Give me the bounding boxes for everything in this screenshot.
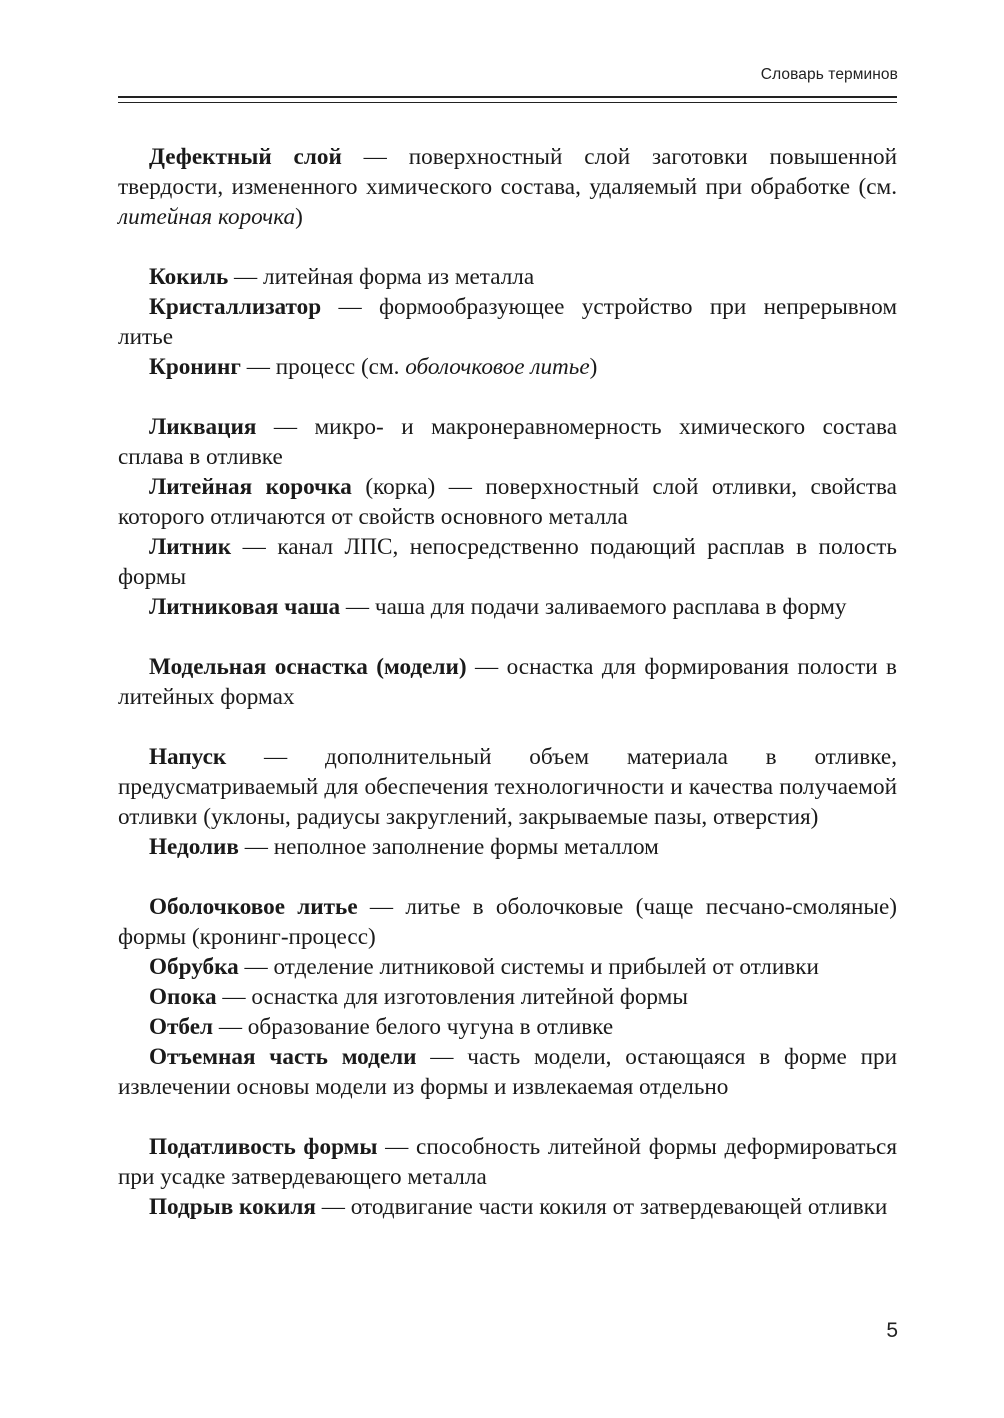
glossary-term: Литниковая чаша [149, 594, 341, 620]
glossary-group-p [118, 1132, 897, 1222]
glossary-term: Обрубка [149, 954, 239, 980]
glossary-term: Оболочковое литье [149, 894, 358, 920]
glossary-body [118, 142, 897, 1222]
glossary-definition: — способность литейной формы деформироваться при усадке затвердевающего металла [118, 1134, 897, 1190]
glossary-entry [118, 472, 897, 532]
glossary-definition: — поверхностный слой заготовки повышенной твердости, измененного химического состава, удаляемый при обработке (см. [118, 144, 897, 200]
glossary-entry [118, 832, 897, 862]
glossary-term: Кристаллизатор [149, 294, 322, 320]
running-title: Словарь терминов [760, 66, 898, 83]
glossary-definition: (корка) — поверхностный слой отливки, свойства которого отличаются от свойств основного металла [118, 474, 897, 530]
glossary-definition: — формообразующее устройство при непрерывном литье [118, 294, 897, 350]
glossary-definition: — неполное заполнение формы металлом [238, 834, 659, 860]
cross-reference: оболочковое литье [405, 354, 590, 380]
page-number: 5 [886, 1319, 898, 1342]
glossary-term: Податливость формы [149, 1134, 378, 1160]
glossary-entry [118, 1042, 897, 1102]
glossary-group-d [118, 142, 897, 232]
glossary-entry [118, 892, 897, 952]
glossary-definition: — отделение литниковой системы и прибылей от отливки [238, 954, 819, 980]
glossary-term: Кокиль [149, 264, 229, 290]
glossary-group-n [118, 742, 897, 862]
glossary-term: Отъемная часть модели [149, 1044, 417, 1070]
glossary-definition: — отодвигание части кокиля от затвердевающей отливки [315, 1194, 888, 1220]
glossary-entry [118, 1012, 897, 1042]
glossary-term: Отбел [149, 1014, 214, 1040]
glossary-definition: — оснастка для изготовления литейной формы [216, 984, 688, 1010]
glossary-definition: — канал ЛПС, непосредственно подающий расплав в полость формы [118, 534, 897, 590]
glossary-group-o [118, 892, 897, 1102]
glossary-group-l [118, 412, 897, 622]
glossary-definition: — оснастка для формирования полости в литейных формах [118, 654, 897, 710]
glossary-entry [118, 742, 897, 832]
glossary-entry [118, 142, 897, 232]
glossary-entry [118, 652, 897, 712]
glossary-term: Литейная корочка [149, 474, 352, 500]
glossary-definition: — дополнительный объем материала в отливке, предусматриваемый для обеспечения технологичности и качества получаемой отливки (уклоны, радиусы закруглений, закрываемые пазы, отверстия) [118, 744, 897, 830]
glossary-term: Опока [149, 984, 217, 1010]
glossary-entry [118, 952, 897, 982]
glossary-definition: — микро- и макронеравномерность химического состава сплава в отливке [118, 414, 897, 470]
glossary-term: Напуск [149, 744, 227, 770]
cross-reference: литейная корочка [118, 204, 296, 230]
glossary-term: Модельная оснастка (модели) [149, 654, 467, 680]
glossary-definition: — образование белого чугуна в отливке [213, 1014, 614, 1040]
glossary-entry [118, 292, 897, 352]
header-rule-thin [118, 102, 897, 103]
glossary-term: Недолив [149, 834, 239, 860]
glossary-entry [118, 262, 897, 292]
glossary-entry [118, 352, 897, 382]
glossary-definition: — часть модели, остающаяся в форме при извлечении основы модели из формы и извлекаемая отдельно [118, 1044, 897, 1100]
glossary-definition: — чаша для подачи заливаемого расплава в форму [340, 594, 847, 620]
glossary-definition: — литейная форма из металла [228, 264, 535, 290]
glossary-entry [118, 532, 897, 592]
glossary-group-m [118, 652, 897, 712]
glossary-definition: — литье в оболочковые (чаще песчано-смоляные) формы (кронинг-процесс) [118, 894, 897, 950]
glossary-entry [118, 592, 897, 622]
glossary-entry [118, 1192, 897, 1222]
glossary-group-k [118, 262, 897, 382]
glossary-term: Литник [149, 534, 232, 560]
glossary-definition-end: ) [295, 204, 303, 230]
glossary-term: Дефектный слой [149, 144, 342, 170]
glossary-entry [118, 412, 897, 472]
glossary-entry [118, 1132, 897, 1192]
header-rule-thick [118, 96, 897, 98]
glossary-definition-end: ) [589, 354, 598, 380]
glossary-definition: — процесс (см. [240, 354, 406, 380]
glossary-term: Кронинг [149, 354, 241, 380]
glossary-entry [118, 982, 897, 1012]
glossary-term: Подрыв кокиля [149, 1194, 316, 1220]
glossary-term: Ликвация [149, 414, 257, 440]
